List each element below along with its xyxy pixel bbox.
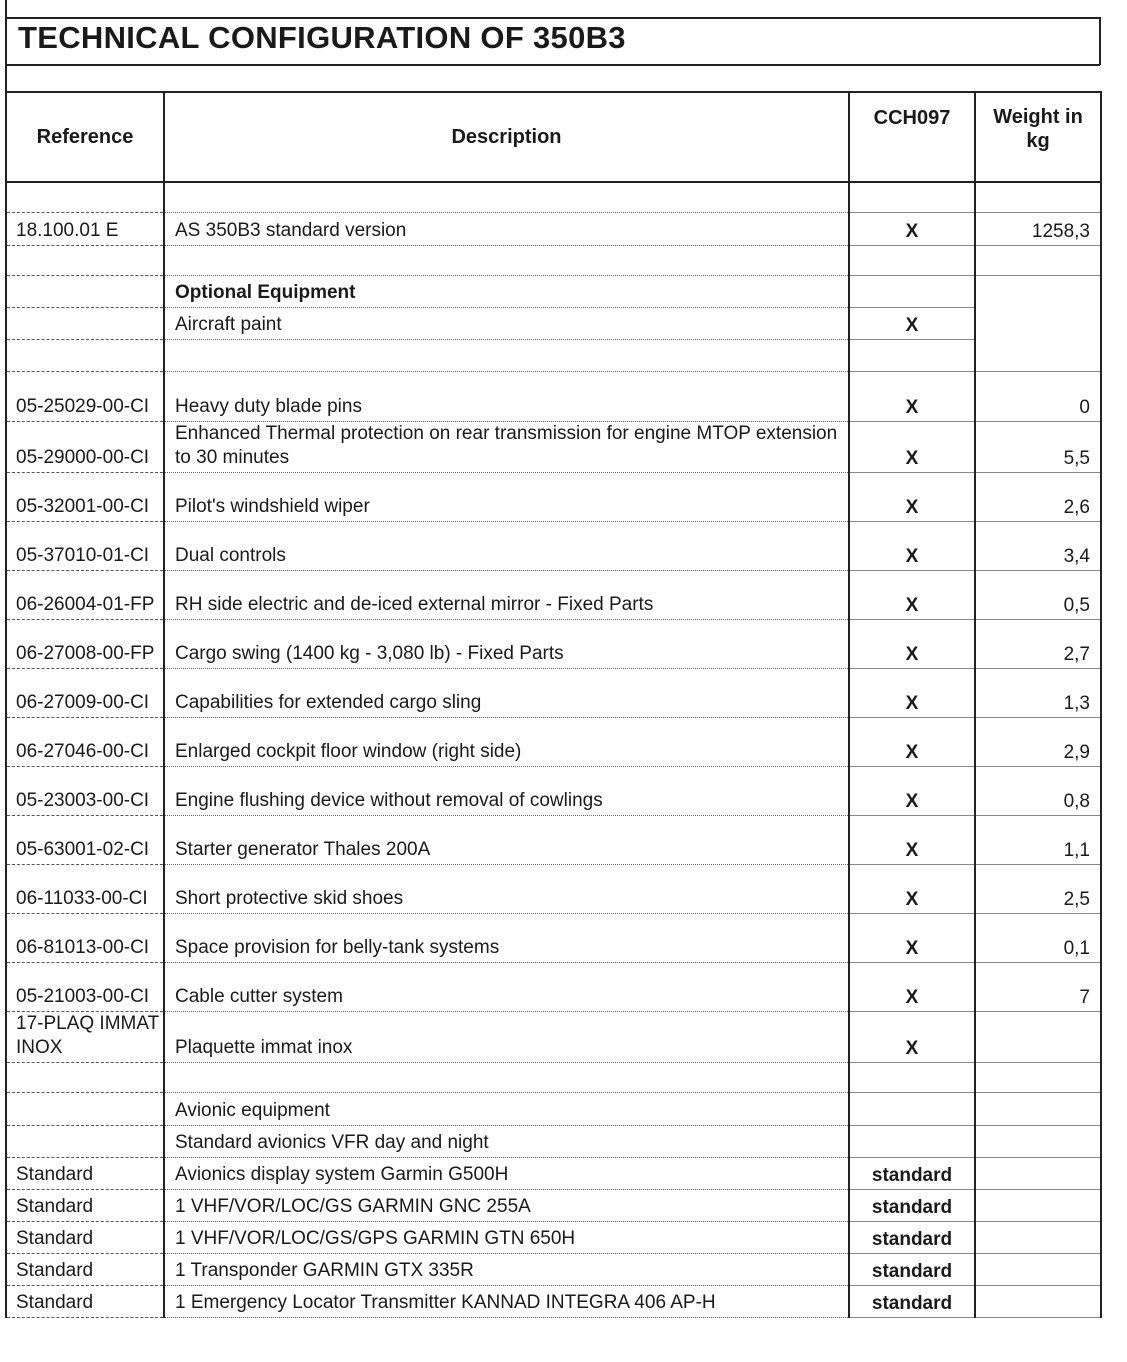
reference-cell: 17-PLAQ IMMAT INOX <box>6 1011 164 1062</box>
document-title: TECHNICAL CONFIGURATION OF 350B3 <box>18 20 626 55</box>
description-cell <box>164 245 849 275</box>
description-cell: Short protective skid shoes <box>164 864 849 913</box>
description-cell: 1 Transponder GARMIN GTX 335R <box>164 1253 849 1285</box>
header-reference: Reference <box>6 92 164 182</box>
config-mark-cell: X <box>849 307 975 339</box>
reference-cell: Standard <box>6 1253 164 1285</box>
weight-cell: 7 <box>975 962 1101 1011</box>
table-row <box>6 1221 1101 1253</box>
table-row <box>6 1125 1101 1157</box>
config-mark-cell: X <box>849 472 975 521</box>
config-mark-cell: X <box>849 212 975 245</box>
description-cell: Plaquette immat inox <box>164 1011 849 1062</box>
weight-cell <box>975 1189 1101 1221</box>
table-row <box>6 421 1101 472</box>
config-mark-cell: standard <box>849 1285 975 1317</box>
weight-cell <box>975 1011 1101 1062</box>
description-cell: 1 Emergency Locator Transmitter KANNAD INTEGRA 406 AP-H <box>164 1285 849 1317</box>
reference-cell <box>6 1125 164 1157</box>
config-mark-cell <box>849 275 975 307</box>
reference-cell: 05-21003-00-CI <box>6 962 164 1011</box>
weight-cell <box>975 1125 1101 1157</box>
header-weight <box>975 92 1101 182</box>
description-cell: Dual controls <box>164 521 849 570</box>
description-cell: 1 VHF/VOR/LOC/GS/GPS GARMIN GTN 650H <box>164 1221 849 1253</box>
weight-cell: 5,5 <box>975 421 1101 472</box>
table-row <box>6 913 1101 962</box>
reference-cell: 06-81013-00-CI <box>6 913 164 962</box>
reference-cell: 05-37010-01-CI <box>6 521 164 570</box>
reference-cell <box>6 275 164 307</box>
reference-cell: Standard <box>6 1189 164 1221</box>
weight-cell <box>975 275 1101 307</box>
weight-cell <box>975 1253 1101 1285</box>
config-mark-cell: X <box>849 371 975 421</box>
weight-cell: 0,8 <box>975 766 1101 815</box>
description-cell: Enhanced Thermal protection on rear transmission for engine MTOP extension to 30 minutes <box>164 421 849 472</box>
title-box-right-border <box>1099 17 1101 65</box>
header-config: CCH097 <box>849 92 975 182</box>
description-cell: Cargo swing (1400 kg - 3,080 lb) - Fixed Parts <box>164 619 849 668</box>
table-row <box>6 668 1101 717</box>
table-row <box>6 1157 1101 1189</box>
table-row <box>6 307 1101 339</box>
reference-cell <box>6 1062 164 1092</box>
description-cell: Capabilities for extended cargo sling <box>164 668 849 717</box>
description-cell <box>164 339 849 371</box>
table-row <box>6 339 1101 371</box>
description-cell: Cable cutter system <box>164 962 849 1011</box>
table-row <box>6 717 1101 766</box>
description-cell: AS 350B3 standard version <box>164 212 849 245</box>
reference-cell: 06-27009-00-CI <box>6 668 164 717</box>
description-cell <box>164 1062 849 1092</box>
reference-cell <box>6 245 164 275</box>
weight-cell <box>975 1221 1101 1253</box>
description-cell: Avionic equipment <box>164 1092 849 1125</box>
weight-cell <box>975 307 1101 339</box>
reference-cell: 06-11033-00-CI <box>6 864 164 913</box>
weight-cell: 3,4 <box>975 521 1101 570</box>
config-mark-cell: standard <box>849 1157 975 1189</box>
reference-cell <box>6 339 164 371</box>
description-cell: Pilot's windshield wiper <box>164 472 849 521</box>
table-row <box>6 864 1101 913</box>
config-mark-cell: X <box>849 962 975 1011</box>
weight-cell: 1,3 <box>975 668 1101 717</box>
table-row <box>6 619 1101 668</box>
weight-cell: 2,7 <box>975 619 1101 668</box>
description-cell: Aircraft paint <box>164 307 849 339</box>
table-row <box>6 1285 1101 1317</box>
config-mark-cell: X <box>849 570 975 619</box>
config-mark-cell: standard <box>849 1221 975 1253</box>
table-row <box>6 1092 1101 1125</box>
config-mark-cell: X <box>849 521 975 570</box>
description-cell: RH side electric and de-iced external mirror - Fixed Parts <box>164 570 849 619</box>
description-cell: Enlarged cockpit floor window (right side) <box>164 717 849 766</box>
table-row <box>6 275 1101 307</box>
weight-cell: 0 <box>975 371 1101 421</box>
table-row <box>6 245 1101 275</box>
config-mark-cell: X <box>849 766 975 815</box>
weight-cell: 2,9 <box>975 717 1101 766</box>
config-mark-cell <box>849 182 975 212</box>
weight-cell: 1,1 <box>975 815 1101 864</box>
reference-cell: Standard <box>6 1285 164 1317</box>
table-row <box>6 182 1101 212</box>
config-mark-cell: X <box>849 913 975 962</box>
config-mark-cell <box>849 1125 975 1157</box>
config-mark-cell: X <box>849 1011 975 1062</box>
config-mark-cell: X <box>849 864 975 913</box>
description-cell: Optional Equipment <box>164 275 849 307</box>
config-mark-cell: X <box>849 717 975 766</box>
table-row <box>6 1189 1101 1221</box>
table-row <box>6 766 1101 815</box>
table-row <box>6 962 1101 1011</box>
weight-cell <box>975 339 1101 371</box>
description-cell: Standard avionics VFR day and night <box>164 1125 849 1157</box>
reference-cell <box>6 307 164 339</box>
weight-cell: 0,5 <box>975 570 1101 619</box>
table-row <box>6 212 1101 245</box>
reference-cell: 05-29000-00-CI <box>6 421 164 472</box>
config-mark-cell <box>849 245 975 275</box>
reference-cell: Standard <box>6 1157 164 1189</box>
table-row <box>6 1011 1101 1062</box>
config-mark-cell: X <box>849 421 975 472</box>
config-mark-cell <box>849 339 975 371</box>
config-mark-cell <box>849 1062 975 1092</box>
weight-cell: 2,5 <box>975 864 1101 913</box>
table-row <box>6 521 1101 570</box>
table-row <box>6 1253 1101 1285</box>
reference-cell: 05-23003-00-CI <box>6 766 164 815</box>
table-row <box>6 371 1101 421</box>
table-row <box>6 815 1101 864</box>
weight-cell <box>975 1285 1101 1317</box>
description-cell: 1 VHF/VOR/LOC/GS GARMIN GNC 255A <box>164 1189 849 1221</box>
config-mark-cell: X <box>849 619 975 668</box>
weight-cell: 0,1 <box>975 913 1101 962</box>
title-box-top-rule <box>5 17 1100 19</box>
description-cell: Heavy duty blade pins <box>164 371 849 421</box>
reference-cell: 06-27046-00-CI <box>6 717 164 766</box>
weight-cell <box>975 1062 1101 1092</box>
weight-cell <box>975 182 1101 212</box>
table-row <box>6 1062 1101 1092</box>
header-description: Description <box>164 92 849 182</box>
table-row <box>6 472 1101 521</box>
header-weight-label: Weight in kg <box>993 106 1083 152</box>
weight-cell: 1258,3 <box>975 212 1101 245</box>
config-mark-cell: standard <box>849 1189 975 1221</box>
reference-cell: 06-26004-01-FP <box>6 570 164 619</box>
title-box-bottom-rule <box>5 64 1100 66</box>
reference-cell: 06-27008-00-FP <box>6 619 164 668</box>
config-mark-cell: X <box>849 815 975 864</box>
config-mark-cell: standard <box>849 1253 975 1285</box>
description-cell: Engine flushing device without removal of cowlings <box>164 766 849 815</box>
configuration-table <box>5 91 1102 1318</box>
title-box-left-border <box>5 0 7 92</box>
description-cell <box>164 182 849 212</box>
weight-cell: 2,6 <box>975 472 1101 521</box>
reference-cell: 18.100.01 E <box>6 212 164 245</box>
reference-cell <box>6 1092 164 1125</box>
table-header-row <box>6 92 1101 182</box>
reference-cell: 05-32001-00-CI <box>6 472 164 521</box>
description-cell: Space provision for belly-tank systems <box>164 913 849 962</box>
reference-cell: 05-25029-00-CI <box>6 371 164 421</box>
description-cell: Avionics display system Garmin G500H <box>164 1157 849 1189</box>
table-row <box>6 570 1101 619</box>
description-cell: Starter generator Thales 200A <box>164 815 849 864</box>
reference-cell <box>6 182 164 212</box>
weight-cell <box>975 245 1101 275</box>
config-mark-cell: X <box>849 668 975 717</box>
config-mark-cell <box>849 1092 975 1125</box>
reference-cell: 05-63001-02-CI <box>6 815 164 864</box>
reference-cell: Standard <box>6 1221 164 1253</box>
weight-cell <box>975 1092 1101 1125</box>
weight-cell <box>975 1157 1101 1189</box>
